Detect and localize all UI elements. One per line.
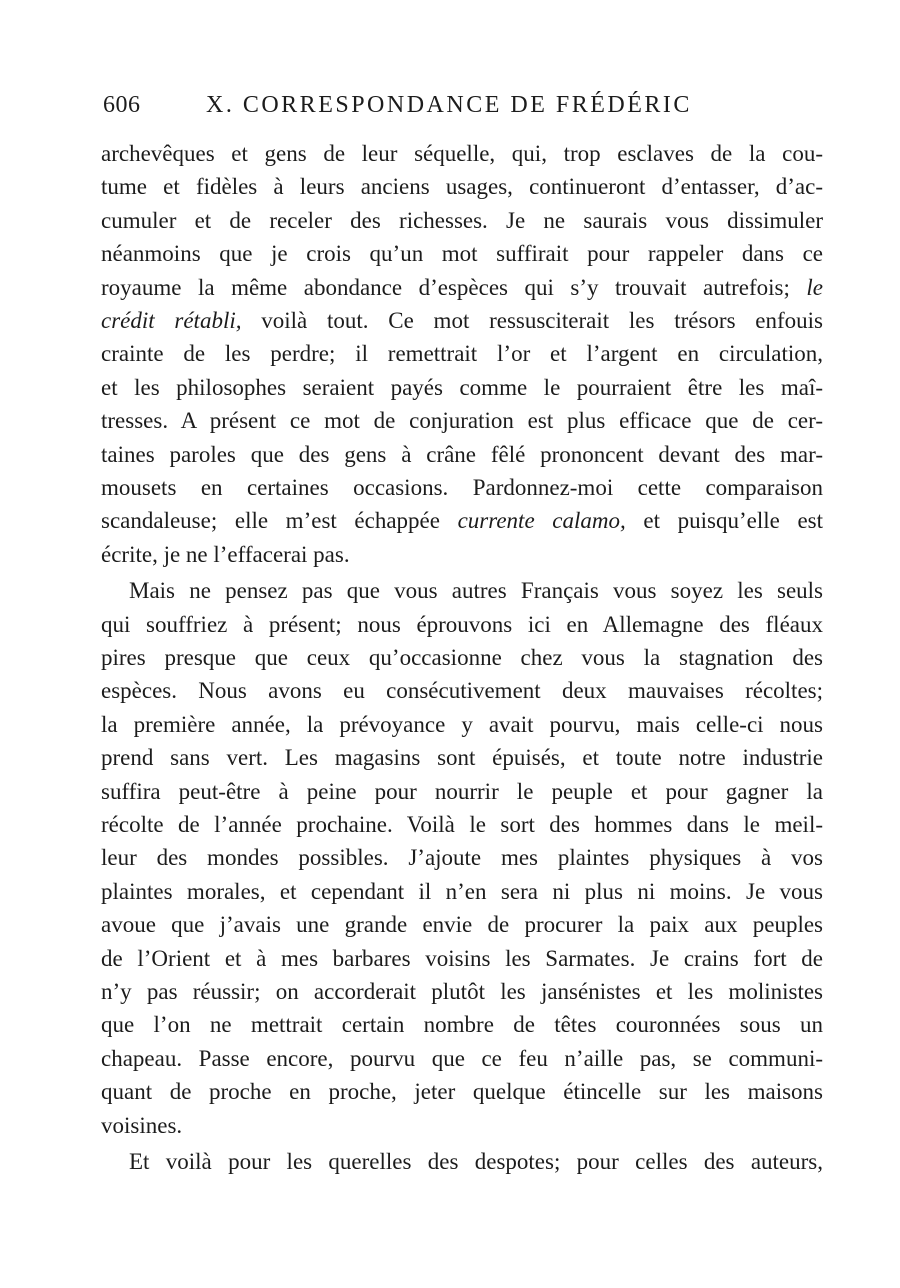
text-run: chapeau. Passe encore, pourvu que ce feu n’aille pas, se communi- [101,1046,823,1071]
text-run: la première année, la prévoyance y avait pourvu, mais celle-ci nous [101,712,823,737]
text-line [101,709,823,741]
text-run: mousets en certaines occasions. Pardonnez-moi cette comparaison [101,475,823,500]
text-line [129,575,823,607]
text-run: de l’Orient et à mes barbares voisins les Sarmates. Je crains fort de [101,946,823,971]
running-header [103,88,803,122]
text-run: archevêques et gens de leur séquelle, qui, trop esclaves de la cou- [101,141,823,166]
text-run: et puisqu’elle est [625,508,823,533]
text-run: taines paroles que des gens à crâne fêlé prononcent devant des mar- [101,442,823,467]
text-run: Et voilà pour les querelles des despotes; pour celles des auteurs, [129,1149,823,1174]
text-line [101,976,823,1008]
text-line [101,876,823,908]
text-line [101,742,823,774]
text-run: espèces. Nous avons eu consécutivement deux mauvaises récoltes; [101,678,823,703]
text-line [101,472,823,504]
text-run: quant de proche en proche, jeter quelque étincelle sur les maisons [101,1079,823,1104]
running-title: X. CORRESPONDANCE DE FRÉDÉRIC [206,92,692,118]
italic-phrase: crédit rétabli, [101,308,242,333]
text-line [101,675,823,707]
text-run: écrite, je ne l’effacerai pas. [101,542,350,567]
text-run: pires presque que ceux qu’occasionne chez vous la stagnation des [101,645,823,670]
text-run: crainte de les perdre; il remettrait l’or et l’argent en circulation, [101,341,823,366]
text-run: que l’on ne mettrait certain nombre de têtes couronnées sous un [101,1012,823,1037]
text-line [101,943,823,975]
text-line [101,842,823,874]
italic-phrase: le [806,275,823,300]
text-run: qui souffriez à présent; nous éprouvons ici en Allemagne des fléaux [101,612,823,637]
text-line [101,272,823,304]
text-run: suffira peut-être à peine pour nourrir le peuple et pour gagner la [101,779,823,804]
text-line [101,1043,823,1075]
text-run: récolte de l’année prochaine. Voilà le sort des hommes dans le meil- [101,812,823,837]
text-run: leur des mondes possibles. J’ajoute mes plaintes physiques à vos [101,845,823,870]
text-run: et les philosophes seraient payés comme le pourraient être les maî- [101,375,823,400]
text-run: avoue que j’avais une grande envie de procurer la paix aux peuples [101,912,823,937]
text-line [101,338,823,370]
text-line [101,1110,823,1142]
text-line [101,138,823,170]
text-line [101,609,823,641]
text-line [101,372,823,404]
page-number: 606 [103,92,141,118]
text-line [101,909,823,941]
text-run: royaume la même abondance d’espèces qui s’y trouvait autrefois; [101,275,807,300]
text-run: tume et fidèles à leurs anciens usages, continueront d’entasser, d’ac- [101,174,823,199]
text-line [101,642,823,674]
italic-phrase: currente calamo, [457,508,626,533]
text-run: prend sans vert. Les magasins sont épuisés, et toute notre industrie [101,745,823,770]
text-line [101,809,823,841]
text-line [101,505,823,537]
text-run: Mais ne pensez pas que vous autres Français vous soyez les seuls [129,578,823,603]
text-line [101,305,823,337]
text-run: tresses. A présent ce mot de conjuration est plus efficace que de cer- [101,408,823,433]
text-run: néanmoins que je crois qu’un mot suffirait pour rappeler dans ce [101,241,823,266]
text-run: n’y pas réussir; on accorderait plutôt les jansénistes et les molinistes [101,979,823,1004]
text-line [101,439,823,471]
text-line [101,205,823,237]
text-line [101,1009,823,1041]
text-line [101,776,823,808]
text-run: cumuler et de receler des richesses. Je ne saurais vous dissimuler [101,208,823,233]
text-run: voisines. [101,1113,183,1138]
text-run: scandaleuse; elle m’est échappée [101,508,458,533]
text-line [101,539,823,571]
text-line [101,238,823,270]
text-line [101,1076,823,1108]
text-run: plaintes morales, et cependant il n’en sera ni plus ni moins. Je vous [101,879,823,904]
text-line [101,171,823,203]
text-line [101,405,823,437]
text-run: voilà tout. Ce mot ressusciterait les trésors enfouis [241,308,823,333]
text-line [129,1146,823,1178]
